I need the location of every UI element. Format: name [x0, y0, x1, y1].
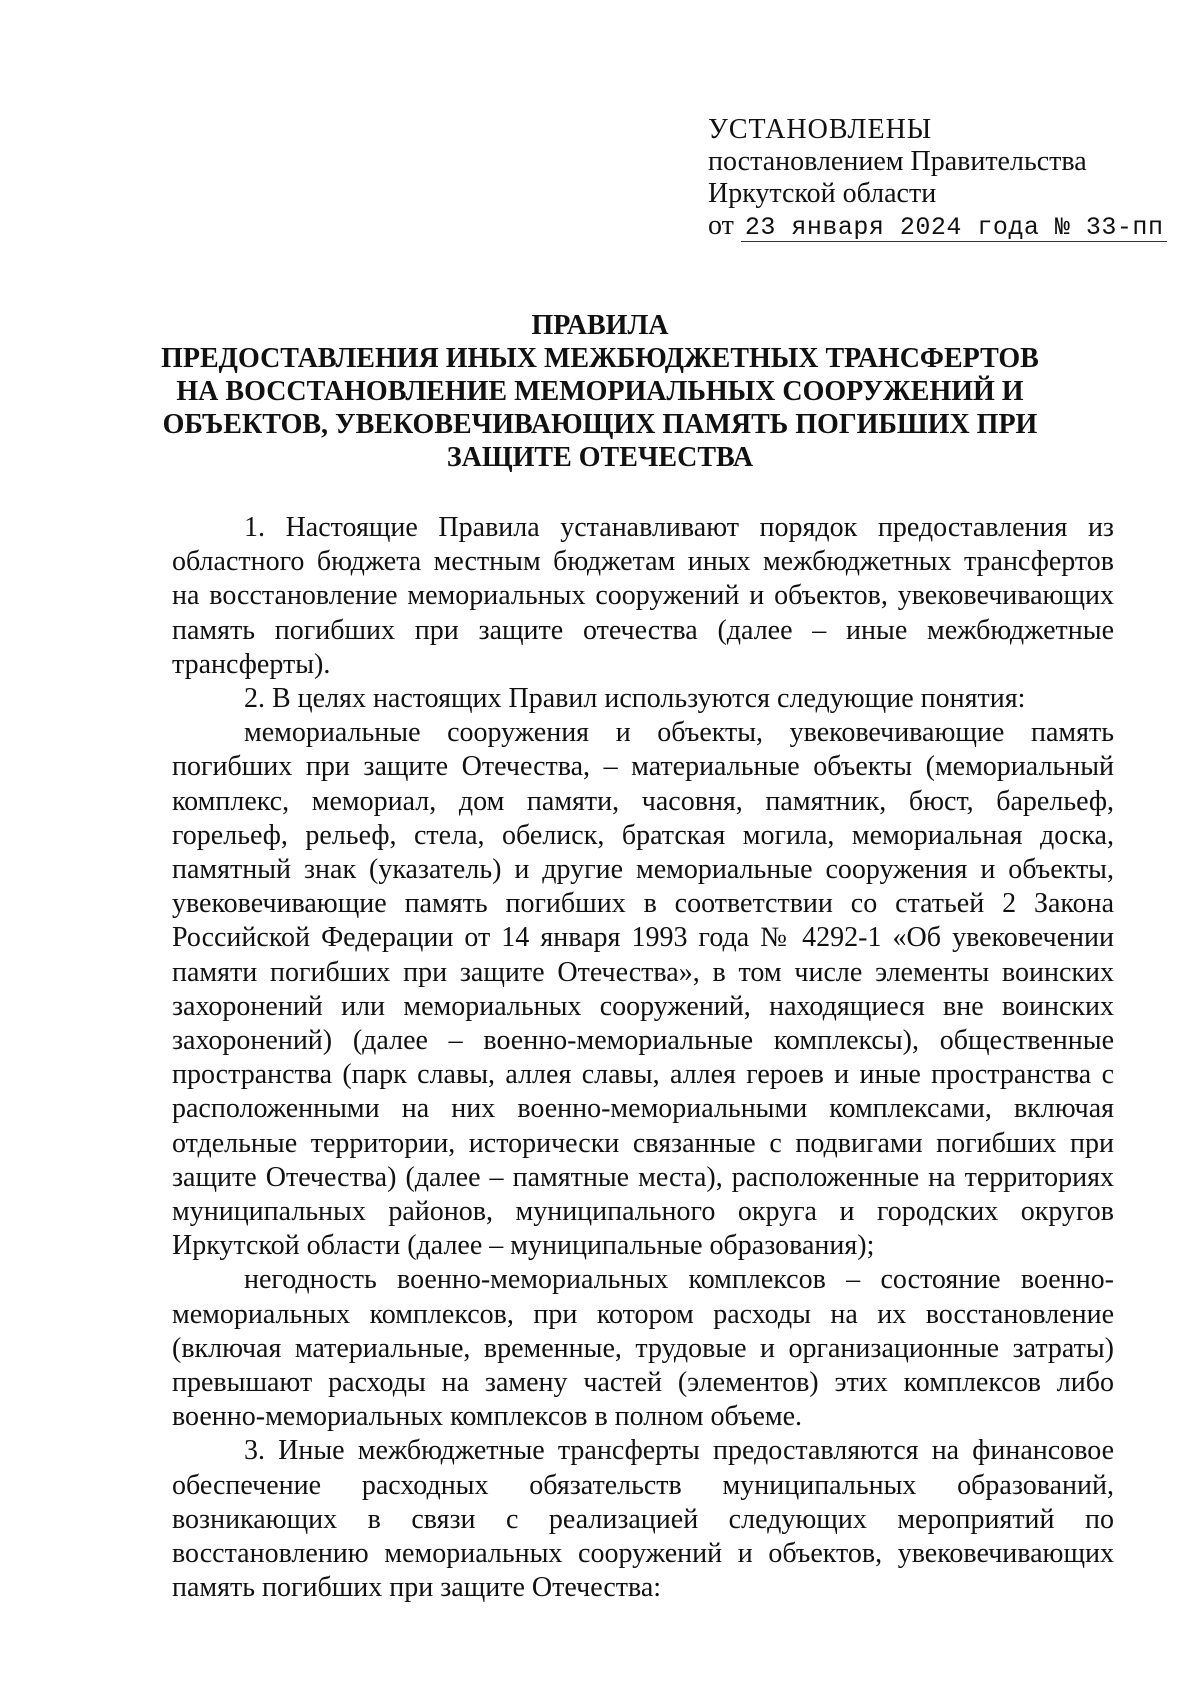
- approval-heading: УСТАНОВЛЕНЫ: [708, 114, 933, 145]
- title-line-3: НА ВОССТАНОВЛЕНИЕ МЕМОРИАЛЬНЫХ СООРУЖЕНИЙ И: [176, 376, 1024, 407]
- document-body: [172, 511, 1114, 1606]
- paragraph-3: 3. Иные межбюджетные трансферты предоставляются на финансовое обеспечение расходных обязательств муниципальных образований, возникающих в связи с реализацией следующих мероприятий по восстановлению мемориальных сооружений и объектов, увековечивающих память погибших при защите Отечества:: [172, 1435, 1114, 1604]
- document-title: [150, 309, 1050, 474]
- paragraph-2: 2. В целях настоящих Правил используются следующие понятия:: [244, 683, 1026, 715]
- paragraph-definition-unfitness: негодность военно-мемориальных комплексов – состояние военно-мемориальных комплексов, при котором расходы на их восстановление (включая материальные, временные, трудовые и организационные затраты) превышают расходы на замену частей (элементов) этих комплексов либо военно-мемориальных комплексов в полном объеме.: [172, 1264, 1114, 1433]
- approval-date-prefix: от: [708, 210, 734, 241]
- title-line-5: ЗАЩИТЕ ОТЕЧЕСТВА: [446, 442, 754, 473]
- approval-date-line: [708, 210, 1164, 242]
- approval-stamp: [708, 114, 1164, 242]
- approval-date-value: 23 января 2024 года № 33-пп: [741, 215, 1168, 242]
- approval-region: Иркутской области: [708, 178, 937, 209]
- approval-issuer: постановлением Правительства: [708, 146, 1087, 177]
- paragraph-1: 1. Настоящие Правила устанавливают порядок предоставления из областного бюджета местным бюджетам иных межбюджетных трансфертов на восстановление мемориальных сооружений и объектов, увековечивающих память погибших при защите отечества (далее – иные межбюджетные трансферты).: [172, 512, 1114, 680]
- title-line-4: ОБЪЕКТОВ, УВЕКОВЕЧИВАЮЩИХ ПАМЯТЬ ПОГИБШИХ ПРИ: [162, 409, 1038, 440]
- title-line-1: ПРАВИЛА: [531, 310, 669, 341]
- paragraph-definition-memorials: мемориальные сооружения и объекты, увековечивающие память погибших при защите Отечества, – материальные объекты (мемориальный комплекс, мемориал, дом памяти, часовня, памятник, бюст, барельеф, горельеф, рельеф, стела, обелиск, братская могила, мемориальная доска, памятный знак (указатель) и другие мемориальные сооружения и объекты, увековечивающие память погибших в соответствии со статьей 2 Закона Российской Федерации от 14 января 1993 года № 4292-1 «Об увековечении памяти погибших при защите Отечества», в том числе элементы воинских захоронений или мемориальных сооружений, находящиеся вне воинских захоронений) (далее – военно-мемориальные комплексы), общественные пространства (парк славы, аллея славы, аллея героев и иные пространства с расположенными на них военно-мемориальными комплексами, включая отдельные территории, исторически связанные с подвигами погибших при защите Отечества) (далее – памятные места), расположенные на территориях муниципальных районов, муниципального округа и городских округов Иркутской области (далее – муниципальные образования);: [172, 717, 1114, 1262]
- title-line-2: ПРЕДОСТАВЛЕНИЯ ИНЫХ МЕЖБЮДЖЕТНЫХ ТРАНСФЕРТОВ: [161, 343, 1039, 374]
